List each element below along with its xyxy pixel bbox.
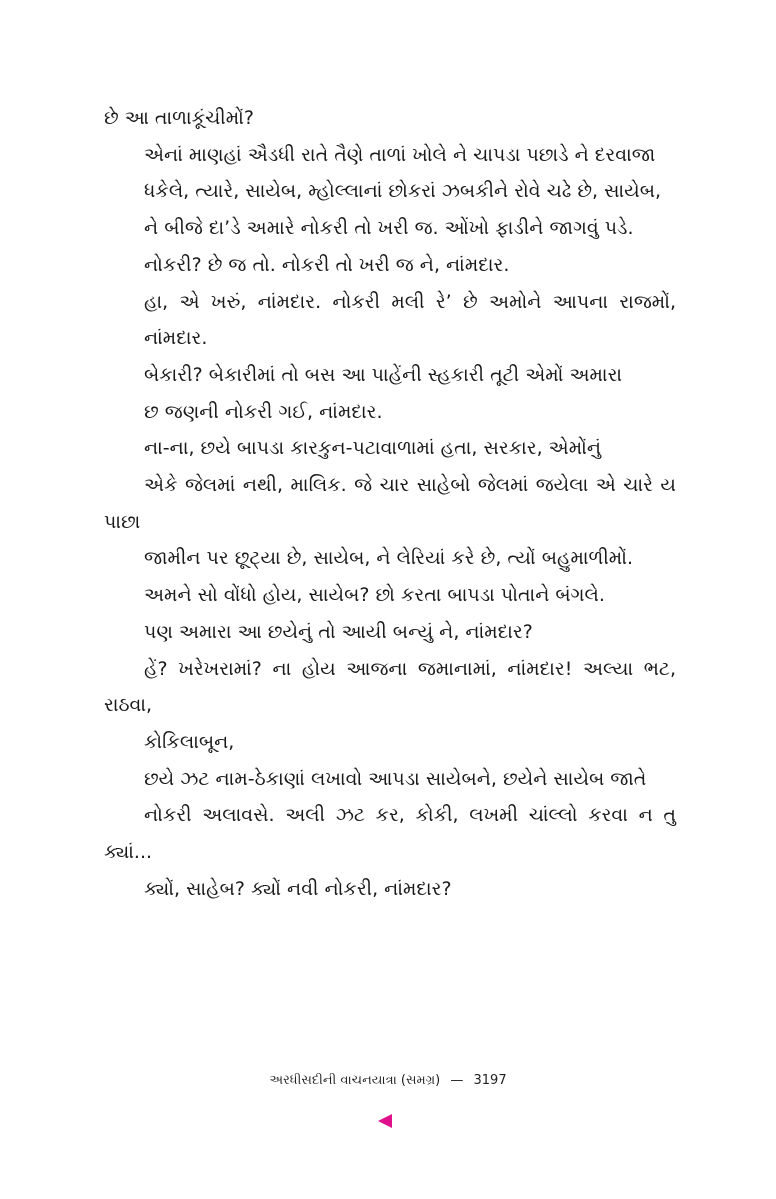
paragraph: ક્યોં, સાહેબ? ક્યોં નવી નોકરી, નાંમદાર? bbox=[144, 877, 452, 900]
paragraph: છ જણની નોકરી ગઈ, નાંમદાર. bbox=[144, 400, 383, 423]
footer-separator: — bbox=[450, 1073, 464, 1088]
page-number: 3197 bbox=[473, 1073, 507, 1088]
paragraph: છયે ઝટ નામ-ઠેકાણાં લખાવો આપડા સાયેબને, છયેને સાયેબ જાતે bbox=[144, 767, 647, 790]
paragraph: હા, એ ખરું, નાંમદાર. નોકરી મલી રે’ છે અમોને આપના રાજમોં, નાંમદાર. bbox=[144, 290, 676, 350]
paragraph: ધકેલે, ત્યારે, સાયેબ, મ્હોલ્લાનાં છોકરાં ઝબકીને રોવે ચઢે છે, સાયેબ, bbox=[144, 180, 662, 203]
paragraph: એનાં માણહાં ઐડધી રાતે તૈણે તાળાં ખોલે ને ચાપડા પછાડે ને દરવાજા bbox=[144, 143, 656, 166]
page-footer bbox=[0, 1073, 776, 1088]
paragraph: ના-ના, છયે બાપડા કારકુન-પટાવાળામાં હતા, સરકાર, એમોંનું bbox=[144, 437, 602, 460]
paragraph: બેકારી? બેકારીમાં તો બસ આ પાહેંની સ્હકારી તૂટી એમોં અમારા bbox=[144, 363, 623, 386]
paragraph: પણ અમારા આ છયેનું તો આયી બન્યું ને, નાંમદાર? bbox=[144, 620, 533, 643]
paragraph: જામીન પર છૂટ્યા છે, સાયેબ, ને લેરિયાં કરે છે, ત્યોં બહુમાળીમોં. bbox=[144, 547, 633, 570]
body-text bbox=[104, 100, 676, 907]
previous-page-arrow-icon[interactable] bbox=[378, 1114, 392, 1128]
paragraph: હેં? ખરેખરામાં? ના હોય આજના જમાનામાં, નાંમદાર! અલ્યા ભટ, રાઠવા, bbox=[104, 657, 676, 717]
paragraph: ને બીજે દા’ડે અમારે નોકરી તો ખરી જ. ઓંખો ફાડીને જાગવું પડે. bbox=[144, 217, 634, 240]
book-title: અરધીસદીની વાચનયાત્રા (સમગ્ર) bbox=[269, 1073, 441, 1088]
paragraph: કોકિલાબૂન, bbox=[144, 730, 235, 753]
paragraph: નોકરી અલાવસે. અલી ઝટ કર, કોકી, લખમી ચાંલ્લો કરવા ન તુ ક્યાં... bbox=[104, 804, 676, 864]
paragraph: છે આ તાળાકૂંચીમોં? bbox=[104, 107, 254, 129]
paragraph: એકે જેલમાં નથી, માલિક. જે ચાર સાહેબો જેલમાં જયેલા એ ચારે ય પાછા bbox=[104, 474, 676, 533]
paragraph: અમને સો વોંધો હોય, સાયેબ? છો કરતા બાપડા પોતાને બંગલે. bbox=[144, 584, 605, 607]
paragraph: નોકરી? છે જ તો. નોકરી તો ખરી જ ને, નાંમદાર. bbox=[144, 253, 510, 276]
